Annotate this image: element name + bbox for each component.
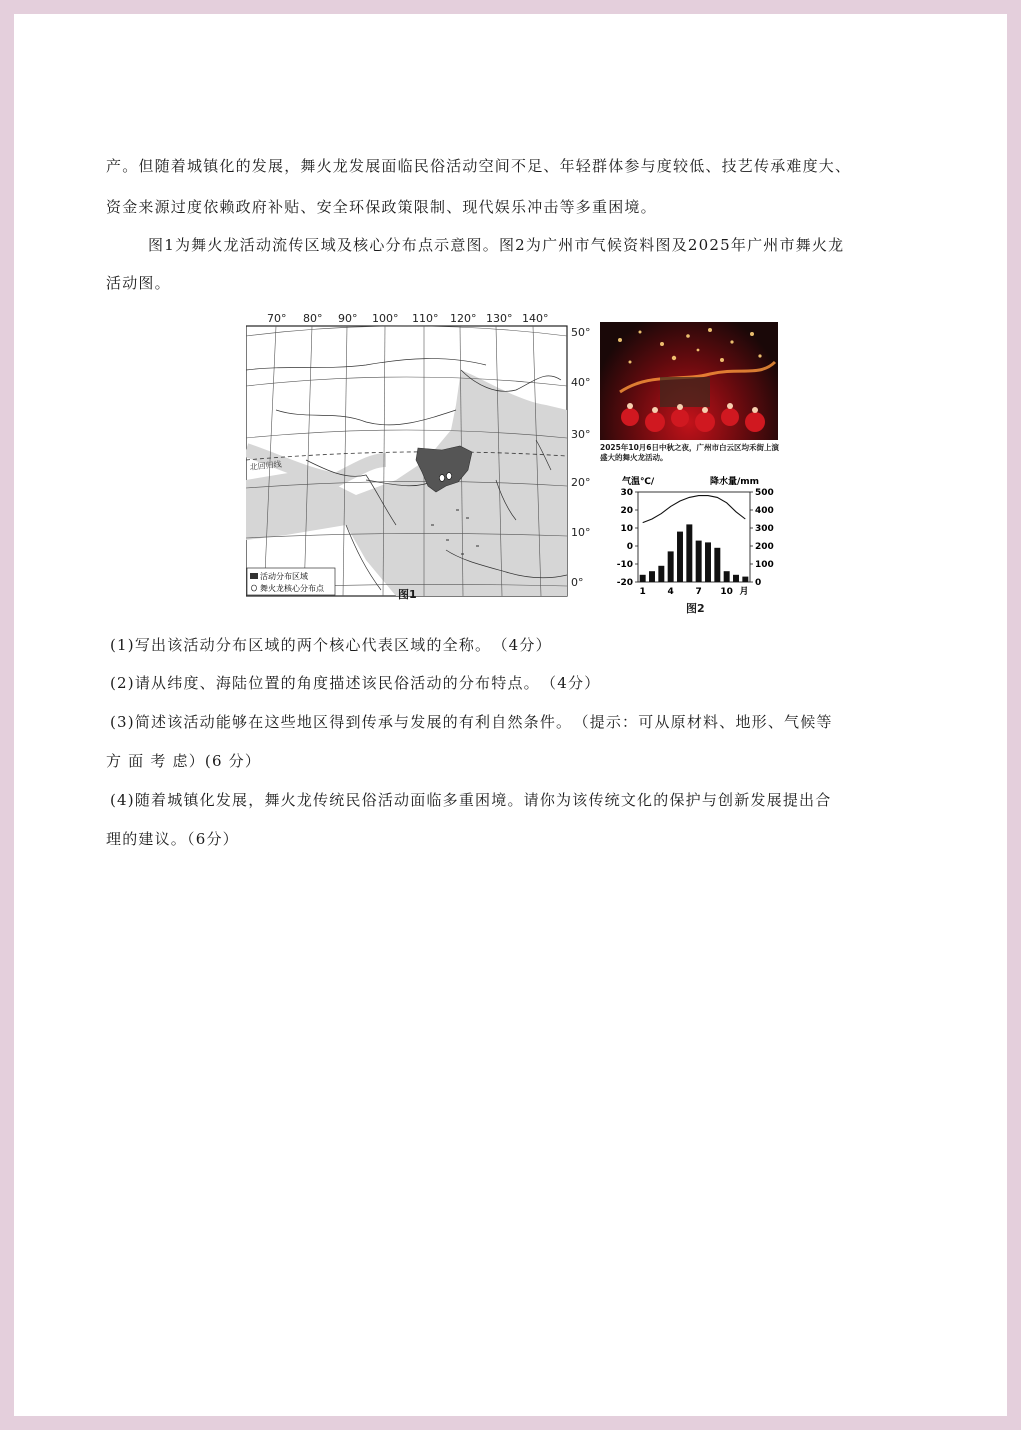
lat-label: 30° (571, 428, 591, 441)
precip-bar (714, 548, 720, 582)
month-tick-label: 4 (667, 587, 674, 597)
exam-page (14, 14, 1007, 1416)
question-3: (3)简述该活动能够在这些地区得到传承与发展的有利自然条件。 （提示：可从原材料、地形、气候等 (110, 713, 833, 731)
month-tick-label: 7 (695, 587, 702, 597)
month-tick-label: 10 (720, 587, 733, 597)
paragraph-line: 图1为舞火龙活动流传区域及核心分布点示意图。图2为广州市气候资料图及2025年广州市舞火龙 (148, 236, 845, 254)
left-axis-label: 气温℃/ (622, 477, 655, 487)
lat-label: 10° (571, 526, 591, 539)
precip-tick-label: 400 (755, 506, 774, 516)
fire-dragon-photo (600, 322, 778, 440)
lon-label: 130° (486, 312, 513, 325)
question-4-continued: 理的建议。（6分） (106, 830, 239, 848)
paragraph-line: 活动图。 (106, 274, 171, 292)
temp-tick-label: 0 (626, 542, 633, 552)
month-tick-label: 月 (739, 587, 749, 597)
right-axis-label: 降水量/mm (710, 477, 760, 487)
precip-tick-label: 200 (755, 542, 774, 552)
precip-tick-label: 300 (755, 524, 774, 534)
lon-label: 70° (267, 312, 287, 325)
legend-region-label: 活动分布区域 (260, 572, 308, 581)
paragraph-line: 资金来源过度依赖政府补贴、安全环保政策限制、现代娱乐冲击等多重困境。 (106, 198, 657, 216)
question-2: (2)请从纬度、海陆位置的角度描述该民俗活动的分布特点。 （4分） (110, 674, 601, 692)
climate-chart (600, 470, 780, 600)
precip-bar (705, 542, 711, 582)
map-svg (246, 310, 591, 600)
precip-bar (696, 541, 702, 582)
question-1: (1)写出该活动分布区域的两个核心代表区域的全称。 （4分） (110, 636, 552, 654)
precip-bar (668, 551, 674, 582)
plot-frame (638, 492, 750, 582)
precip-tick-label: 0 (755, 578, 762, 588)
precip-bar (742, 577, 748, 582)
legend-core-symbol (252, 585, 257, 591)
tropic-label: 北回归线 (249, 459, 283, 472)
legend-region-swatch (250, 573, 258, 579)
precip-bar (640, 575, 646, 582)
figure-2 (600, 320, 780, 615)
precip-bar (677, 532, 683, 582)
precip-bar (658, 566, 664, 582)
temp-tick-label: 20 (620, 506, 633, 516)
question-3-continued: 方 面 考 虑）(6 分） (106, 752, 262, 770)
lon-label: 80° (303, 312, 323, 325)
month-tick-label: 1 (639, 587, 646, 597)
precip-bar (724, 571, 730, 582)
photo-caption: 2025年10月6日中秋之夜，广州市白云区均禾街上演盛大的舞火龙活动。 (600, 443, 780, 462)
figure-1-map (246, 310, 591, 600)
temp-tick-label: 10 (620, 524, 633, 534)
precip-bar (686, 524, 692, 582)
question-4: (4)随着城镇化发展，舞火龙传统民俗活动面临多重困境。请你为该传统文化的保护与创新发展提出合 (110, 791, 832, 809)
temp-tick-label: -10 (616, 560, 633, 570)
paragraph-line: 产。但随着城镇化的发展，舞火龙发展面临民俗活动空间不足、年轻群体参与度较低、技艺传承难度大、 (106, 157, 852, 175)
lon-label: 140° (522, 312, 549, 325)
lat-label: 40° (571, 376, 591, 389)
precip-bar (649, 571, 655, 582)
lon-label: 90° (338, 312, 358, 325)
lat-label: 20° (571, 476, 591, 489)
lat-label: 0° (571, 576, 584, 589)
figure-2-caption: 图2 (686, 602, 705, 615)
temp-tick-label: -20 (616, 578, 633, 588)
lat-label: 50° (571, 326, 591, 339)
legend-core-label: 舞火龙核心分布点 (260, 584, 324, 593)
lon-label: 100° (372, 312, 399, 325)
lon-label: 120° (450, 312, 477, 325)
precip-tick-label: 500 (755, 488, 774, 498)
figure-1-caption: 图1 (398, 588, 417, 601)
lon-label: 110° (412, 312, 439, 325)
temperature-line (643, 496, 746, 523)
precip-bar (733, 575, 739, 582)
temp-tick-label: 30 (620, 488, 633, 498)
precip-tick-label: 100 (755, 560, 774, 570)
